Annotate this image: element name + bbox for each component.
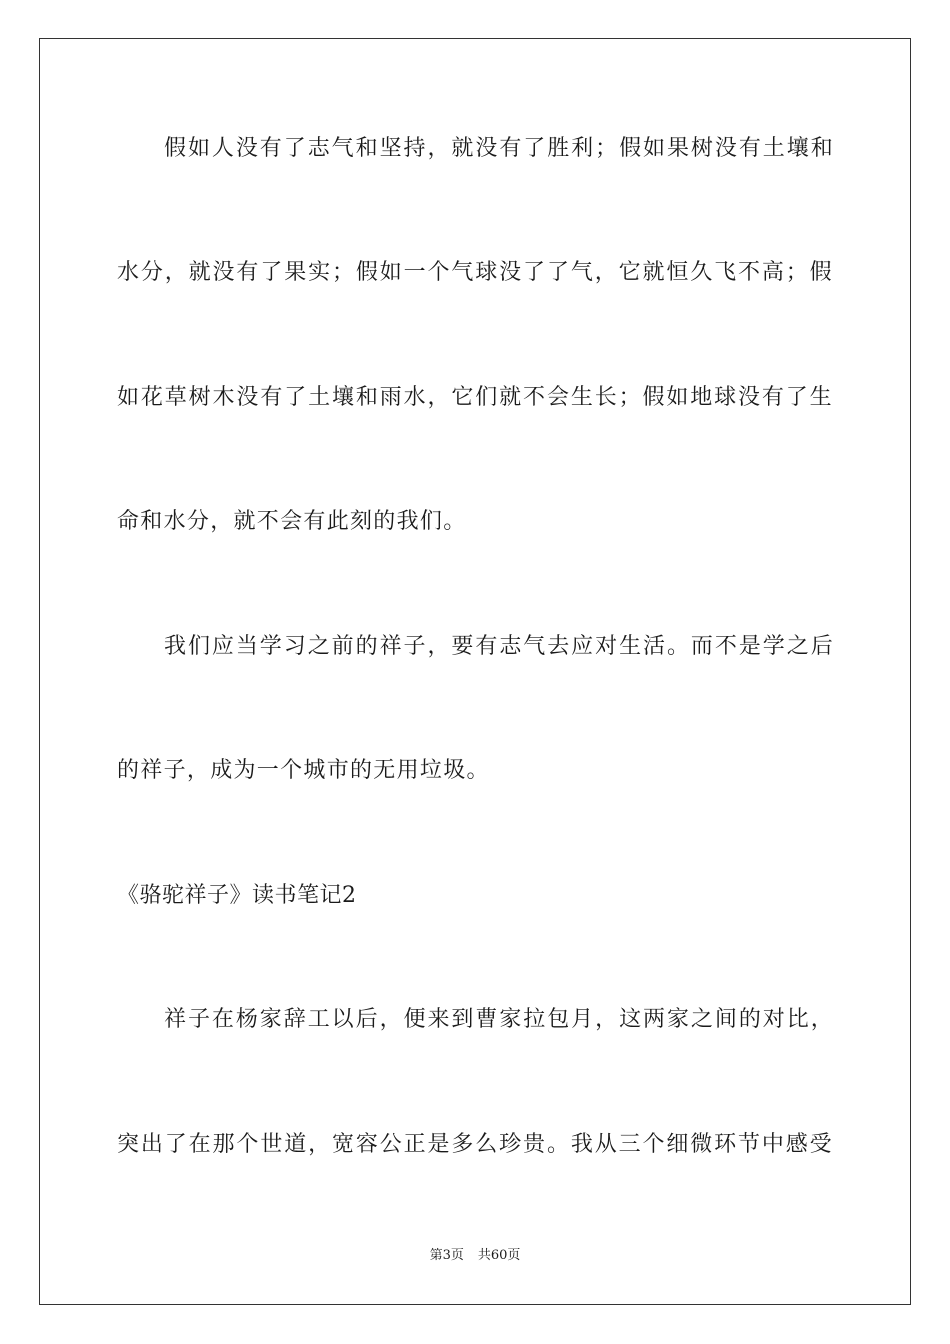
paragraph-2-line-1: 我们应当学习之前的祥子，要有志气去应对生活。而不是学之后 xyxy=(164,634,834,659)
paragraph-1-line-2: 水分，就没有了果实；假如一个气球没了了气，它就恒久飞不高；假 xyxy=(117,260,833,285)
current-page-number: 第3页 xyxy=(429,1248,464,1263)
paragraph-2-line-2: 的祥子，成为一个城市的无用垃圾。 xyxy=(117,758,490,783)
page-border xyxy=(39,38,911,1305)
page-footer xyxy=(0,1247,950,1265)
paragraph-1-line-3: 如花草树木没有了土壤和雨水，它们就不会生长；假如地球没有了生 xyxy=(117,385,833,410)
paragraph-3-line-2: 突出了在那个世道，宽容公正是多么珍贵。我从三个细微环节中感受 xyxy=(117,1132,833,1157)
section-heading: 《骆驼祥子》读书笔记2 xyxy=(117,883,357,908)
paragraph-3-line-1: 祥子在杨家辞工以后，便来到曹家拉包月，这两家之间的对比， xyxy=(164,1007,834,1032)
paragraph-1-line-4: 命和水分，就不会有此刻的我们。 xyxy=(117,509,467,534)
paragraph-1-line-1: 假如人没有了志气和坚持，就没有了胜利；假如果树没有土壤和 xyxy=(164,136,834,161)
total-page-count: 共60页 xyxy=(477,1248,521,1263)
